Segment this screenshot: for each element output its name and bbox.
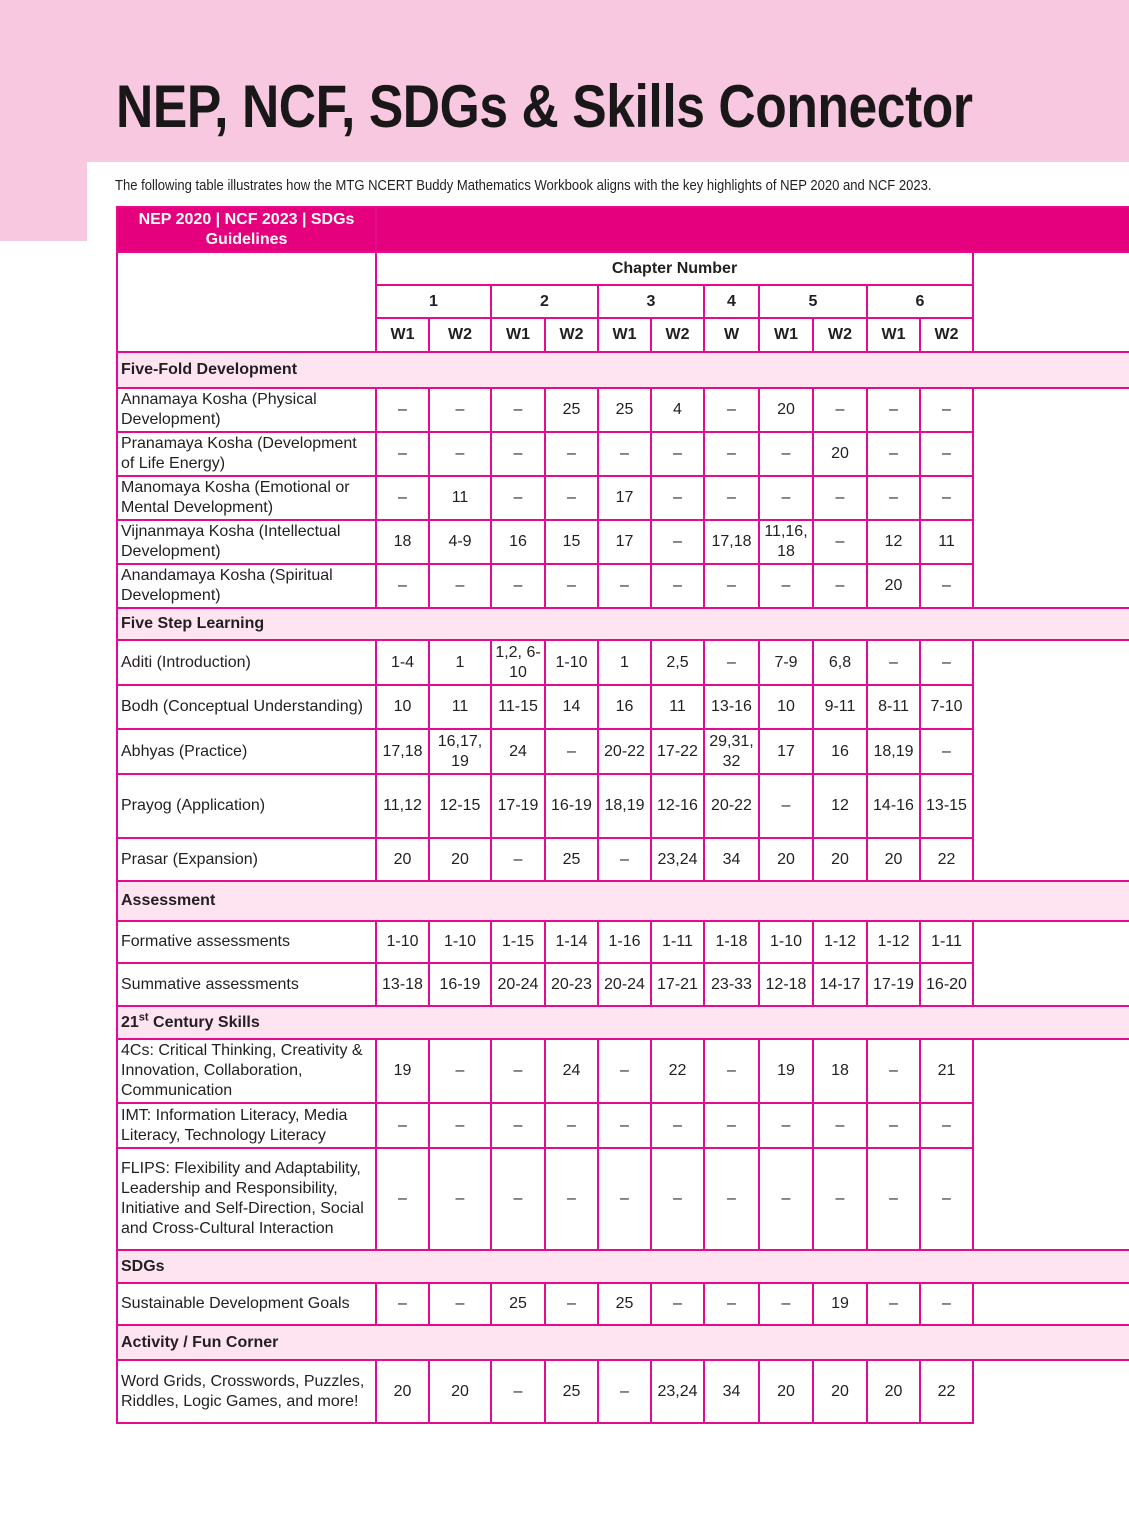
table-cell: 16-19	[545, 774, 598, 838]
section-title	[117, 352, 1129, 388]
table-cell: –	[813, 1103, 867, 1148]
table-cell: 20-23	[545, 963, 598, 1006]
table-cell: –	[920, 1283, 973, 1325]
table-cell: –	[704, 432, 759, 476]
table-cell: 12-18	[759, 963, 813, 1006]
table-cell: 17	[598, 476, 651, 520]
table-cell: –	[429, 1103, 491, 1148]
table-cell: 18,19	[598, 774, 651, 838]
row-label: Word Grids, Crosswords, Puzzles, Riddles, Logic Games, and more!	[117, 1360, 376, 1423]
row-label: IMT: Information Literacy, Media Literacy, Technology Literacy	[117, 1103, 376, 1148]
table-cell: 1-10	[376, 921, 429, 963]
row-label: 4Cs: Critical Thinking, Creativity & Innovation, Collaboration, Communication	[117, 1039, 376, 1103]
spacer	[973, 963, 1129, 1006]
table-cell: –	[920, 1148, 973, 1250]
table-cell: –	[491, 838, 545, 881]
table-cell: –	[704, 388, 759, 432]
table-cell: –	[704, 1283, 759, 1325]
table-cell: 24	[545, 1039, 598, 1103]
table-cell: –	[867, 432, 920, 476]
table-cell: –	[704, 476, 759, 520]
table-cell: –	[813, 564, 867, 608]
row-label: Abhyas (Practice)	[117, 729, 376, 774]
chapter-header: 5	[759, 285, 867, 318]
table-cell: 1-18	[704, 921, 759, 963]
section-title	[117, 608, 1129, 640]
table-cell: 17-19	[867, 963, 920, 1006]
spacer	[973, 774, 1129, 838]
table-cell: 18	[376, 520, 429, 564]
table-cell: 20	[813, 838, 867, 881]
table-cell: –	[813, 476, 867, 520]
table-cell: 22	[920, 838, 973, 881]
table-cell: –	[545, 1103, 598, 1148]
table-cell: –	[867, 1103, 920, 1148]
table-cell: –	[376, 1283, 429, 1325]
table-cell: 14-16	[867, 774, 920, 838]
section-title	[117, 1325, 1129, 1360]
table-cell: –	[867, 1148, 920, 1250]
table-cell: –	[759, 1283, 813, 1325]
worksheet-header: W1	[759, 318, 813, 352]
table-cell: 17-19	[491, 774, 545, 838]
table-cell: 20-24	[491, 963, 545, 1006]
table-cell: –	[545, 1283, 598, 1325]
table-cell: 1-12	[867, 921, 920, 963]
table-cell: 6,8	[813, 640, 867, 685]
table-cell: 11,12	[376, 774, 429, 838]
table-cell: –	[491, 476, 545, 520]
table-cell: 20-22	[598, 729, 651, 774]
table-cell: 16-20	[920, 963, 973, 1006]
table-cell: 20	[429, 838, 491, 881]
table-cell: 34	[704, 1360, 759, 1423]
row-label: Aditi (Introduction)	[117, 640, 376, 685]
worksheet-header: W	[704, 318, 759, 352]
table-cell: 14-17	[813, 963, 867, 1006]
table-cell: –	[376, 432, 429, 476]
row-label: Prayog (Application)	[117, 774, 376, 838]
spacer	[973, 564, 1129, 608]
table-cell: 12	[813, 774, 867, 838]
table-cell: –	[491, 1039, 545, 1103]
table-cell: 13-15	[920, 774, 973, 838]
worksheet-header: W1	[598, 318, 651, 352]
connector-table	[116, 206, 1129, 1424]
spacer	[973, 1360, 1129, 1423]
table-cell: 16	[813, 729, 867, 774]
table-cell: –	[545, 1148, 598, 1250]
table-row	[117, 1103, 1129, 1148]
table-cell: –	[920, 1103, 973, 1148]
table-cell: –	[598, 1148, 651, 1250]
table-cell: –	[491, 564, 545, 608]
table-cell: 23,24	[651, 1360, 704, 1423]
table-cell: –	[867, 1039, 920, 1103]
table-cell: –	[429, 1283, 491, 1325]
table-row	[117, 774, 1129, 838]
spacer	[973, 1283, 1129, 1325]
spacer	[973, 1103, 1129, 1148]
table-row	[117, 729, 1129, 774]
section-title-text: Five Step Learning	[121, 615, 265, 632]
table-cell: –	[598, 838, 651, 881]
table-cell: 11	[651, 685, 704, 729]
worksheet-header: W2	[920, 318, 973, 352]
table-row	[117, 640, 1129, 685]
table-cell: 1-14	[545, 921, 598, 963]
section-title	[117, 1006, 1129, 1039]
table-cell: 10	[376, 685, 429, 729]
table-cell: 16	[598, 685, 651, 729]
spacer	[973, 285, 1129, 318]
header-band-side	[0, 162, 87, 241]
table-cell: 1-4	[376, 640, 429, 685]
spacer	[973, 388, 1129, 432]
table-cell: –	[651, 1283, 704, 1325]
worksheet-header: W2	[429, 318, 491, 352]
table-cell: 24	[491, 729, 545, 774]
table-cell: –	[491, 1148, 545, 1250]
table-row	[117, 685, 1129, 729]
table-cell: –	[651, 520, 704, 564]
table-cell: –	[545, 432, 598, 476]
table-cell: –	[545, 564, 598, 608]
section-title	[117, 881, 1129, 921]
section-title-text: 21	[121, 1013, 139, 1031]
table-row	[117, 564, 1129, 608]
table-cell: –	[813, 520, 867, 564]
table-cell: 17	[598, 520, 651, 564]
table-cell: 1	[598, 640, 651, 685]
table-cell: 20-24	[598, 963, 651, 1006]
table-cell: –	[920, 564, 973, 608]
table-row	[117, 388, 1129, 432]
spacer	[973, 729, 1129, 774]
table-cell: 11	[920, 520, 973, 564]
section-title-text: Activity / Fun Corner	[121, 1333, 279, 1351]
table-cell: 1-10	[429, 921, 491, 963]
table-cell: –	[491, 1360, 545, 1423]
table-cell: –	[759, 476, 813, 520]
header-label-cell: NEP 2020 | NCF 2023 | SDGs Guidelines	[117, 207, 376, 252]
spacer	[973, 1148, 1129, 1250]
table-cell: 17-22	[651, 729, 704, 774]
table-cell: –	[704, 1039, 759, 1103]
table-cell: 25	[491, 1283, 545, 1325]
section-title-text: SDGs	[121, 1257, 165, 1275]
section-title-sup: st	[138, 1011, 149, 1024]
row-label: Formative assessments	[117, 921, 376, 963]
table-cell: 1	[429, 640, 491, 685]
section-title	[117, 1250, 1129, 1283]
table-row	[117, 1283, 1129, 1325]
table-cell: 8-11	[867, 685, 920, 729]
table-cell: 25	[545, 1360, 598, 1423]
worksheet-header: W1	[491, 318, 545, 352]
table-cell: 23-33	[704, 963, 759, 1006]
table-cell: –	[376, 564, 429, 608]
table-cell: –	[759, 564, 813, 608]
header-blank-cell	[117, 252, 376, 352]
page-title: NEP, NCF, SDGs & Skills Connector	[116, 73, 973, 140]
table-cell: –	[429, 564, 491, 608]
row-label: Vijnanmaya Kosha (Intellectual Development)	[117, 520, 376, 564]
table-cell: 14	[545, 685, 598, 729]
table-cell: –	[376, 388, 429, 432]
table-cell: –	[759, 432, 813, 476]
worksheet-header: W1	[867, 318, 920, 352]
table-cell: –	[759, 1148, 813, 1250]
table-row	[117, 921, 1129, 963]
table-cell: –	[867, 388, 920, 432]
table-row	[117, 1148, 1129, 1250]
table-cell: 18,19	[867, 729, 920, 774]
table-cell: 12-16	[651, 774, 704, 838]
row-label: Pranamaya Kosha (Development of Life Energy)	[117, 432, 376, 476]
spacer	[973, 1039, 1129, 1103]
table-cell: 20	[759, 838, 813, 881]
table-cell: –	[598, 564, 651, 608]
chapter-header: 6	[867, 285, 973, 318]
table-cell: 1-10	[545, 640, 598, 685]
table-row	[117, 520, 1129, 564]
table-cell: 25	[545, 388, 598, 432]
section-title-rest: Century Skills	[148, 1013, 260, 1031]
row-label: Sustainable Development Goals	[117, 1283, 376, 1325]
table-cell: 23,24	[651, 838, 704, 881]
table-cell: –	[491, 1103, 545, 1148]
table-cell: 1-11	[651, 921, 704, 963]
table-row	[117, 432, 1129, 476]
section-title-text: Assessment	[121, 892, 216, 909]
table-cell: 11-15	[491, 685, 545, 729]
table-cell: –	[429, 388, 491, 432]
table-cell: 20	[429, 1360, 491, 1423]
table-cell: 1-16	[598, 921, 651, 963]
table-cell: 25	[598, 1283, 651, 1325]
spacer	[973, 640, 1129, 685]
intro-text: The following table illustrates how the MTG NCERT Buddy Mathematics Workbook aligns with the key highlights of NEP 2020 and NCF 2023.	[115, 178, 932, 194]
table-cell: –	[867, 640, 920, 685]
table-cell: –	[867, 1283, 920, 1325]
table-cell: –	[429, 1039, 491, 1103]
table-row	[117, 963, 1129, 1006]
table-cell: –	[598, 1103, 651, 1148]
table-cell: –	[920, 432, 973, 476]
table-cell: 12	[867, 520, 920, 564]
chapter-header: 4	[704, 285, 759, 318]
table-cell: 4-9	[429, 520, 491, 564]
spacer	[973, 252, 1129, 285]
table-cell: 20-22	[704, 774, 759, 838]
table-cell: –	[491, 388, 545, 432]
row-label: FLIPS: Flexibility and Adaptability, Leadership and Responsibility, Initiative and Self-Direction, Social and Cross-Cultural Interaction	[117, 1148, 376, 1250]
spacer	[973, 685, 1129, 729]
chapter-header: 3	[598, 285, 704, 318]
table-cell: –	[598, 1039, 651, 1103]
table-cell: –	[704, 1148, 759, 1250]
table-cell: –	[598, 1360, 651, 1423]
chapter-number-label: Chapter Number	[376, 252, 973, 285]
table-cell: 1-15	[491, 921, 545, 963]
table-cell: –	[429, 432, 491, 476]
table-cell: 20	[759, 1360, 813, 1423]
table-cell: –	[651, 564, 704, 608]
table-cell: 17-21	[651, 963, 704, 1006]
spacer	[973, 432, 1129, 476]
table-cell: 4	[651, 388, 704, 432]
table-row	[117, 838, 1129, 881]
table-cell: –	[651, 1103, 704, 1148]
table-cell: –	[545, 476, 598, 520]
table-cell: 1-11	[920, 921, 973, 963]
table-cell: 9-11	[813, 685, 867, 729]
chapter-header: 1	[376, 285, 491, 318]
table-cell: –	[759, 774, 813, 838]
table-cell: 20	[867, 1360, 920, 1423]
table-cell: 20	[813, 1360, 867, 1423]
table-cell: –	[920, 729, 973, 774]
table-cell: 18	[813, 1039, 867, 1103]
table-row	[117, 476, 1129, 520]
table-cell: 16,17, 19	[429, 729, 491, 774]
table-cell: –	[704, 564, 759, 608]
table-row	[117, 1360, 1129, 1423]
table-cell: –	[651, 476, 704, 520]
table-cell: 16	[491, 520, 545, 564]
table-cell: 20	[759, 388, 813, 432]
table-cell: 2,5	[651, 640, 704, 685]
row-label: Anandamaya Kosha (Spiritual Development)	[117, 564, 376, 608]
table-cell: –	[704, 640, 759, 685]
spacer	[973, 476, 1129, 520]
table-cell: 12-15	[429, 774, 491, 838]
table-cell: 1,2, 6-10	[491, 640, 545, 685]
worksheet-header: W1	[376, 318, 429, 352]
table-cell: 25	[598, 388, 651, 432]
spacer	[973, 838, 1129, 881]
table-cell: 19	[759, 1039, 813, 1103]
table-cell: 20	[867, 564, 920, 608]
table-cell: –	[759, 1103, 813, 1148]
table-cell: 17	[759, 729, 813, 774]
table-cell: 22	[920, 1360, 973, 1423]
row-label: Bodh (Conceptual Understanding)	[117, 685, 376, 729]
table-cell: –	[920, 476, 973, 520]
table-cell: 20	[867, 838, 920, 881]
table-cell: 10	[759, 685, 813, 729]
header-fill	[376, 207, 1129, 252]
table-cell: –	[920, 640, 973, 685]
table-cell: –	[429, 1148, 491, 1250]
table-cell: 11	[429, 685, 491, 729]
table-cell: 11	[429, 476, 491, 520]
table-cell: 7-9	[759, 640, 813, 685]
table-cell: –	[545, 729, 598, 774]
table-cell: 1-10	[759, 921, 813, 963]
table-cell: –	[376, 476, 429, 520]
section-title-text: Five-Fold Development	[121, 361, 298, 378]
table-cell: –	[920, 388, 973, 432]
table-cell: 19	[376, 1039, 429, 1103]
spacer	[973, 318, 1129, 352]
table-cell: 21	[920, 1039, 973, 1103]
table-cell: 7-10	[920, 685, 973, 729]
worksheet-header: W2	[545, 318, 598, 352]
table-cell: –	[704, 1103, 759, 1148]
table-cell: –	[376, 1148, 429, 1250]
worksheet-header: W2	[651, 318, 704, 352]
table-cell: 22	[651, 1039, 704, 1103]
spacer	[973, 921, 1129, 963]
table-cell: –	[491, 432, 545, 476]
table-cell: 1-12	[813, 921, 867, 963]
table-cell: 34	[704, 838, 759, 881]
table-cell: 20	[813, 432, 867, 476]
table-cell: –	[813, 1148, 867, 1250]
table-cell: 16-19	[429, 963, 491, 1006]
table-cell: –	[867, 476, 920, 520]
spacer	[973, 520, 1129, 564]
table-cell: 13-16	[704, 685, 759, 729]
table-cell: 13-18	[376, 963, 429, 1006]
table-cell: –	[813, 388, 867, 432]
table-cell: –	[651, 1148, 704, 1250]
worksheet-header: W2	[813, 318, 867, 352]
table-cell: 29,31, 32	[704, 729, 759, 774]
table-cell: –	[651, 432, 704, 476]
table-cell: 17,18	[704, 520, 759, 564]
table-cell: –	[376, 1103, 429, 1148]
table-cell: –	[598, 432, 651, 476]
table-cell: 17,18	[376, 729, 429, 774]
row-label: Summative assessments	[117, 963, 376, 1006]
table-cell: 15	[545, 520, 598, 564]
row-label: Prasar (Expansion)	[117, 838, 376, 881]
table-cell: 19	[813, 1283, 867, 1325]
table-cell: 20	[376, 838, 429, 881]
table-row	[117, 1039, 1129, 1103]
table-cell: 11,16, 18	[759, 520, 813, 564]
table-cell: 25	[545, 838, 598, 881]
row-label: Annamaya Kosha (Physical Development)	[117, 388, 376, 432]
chapter-header: 2	[491, 285, 598, 318]
row-label: Manomaya Kosha (Emotional or Mental Development)	[117, 476, 376, 520]
table-cell: 20	[376, 1360, 429, 1423]
